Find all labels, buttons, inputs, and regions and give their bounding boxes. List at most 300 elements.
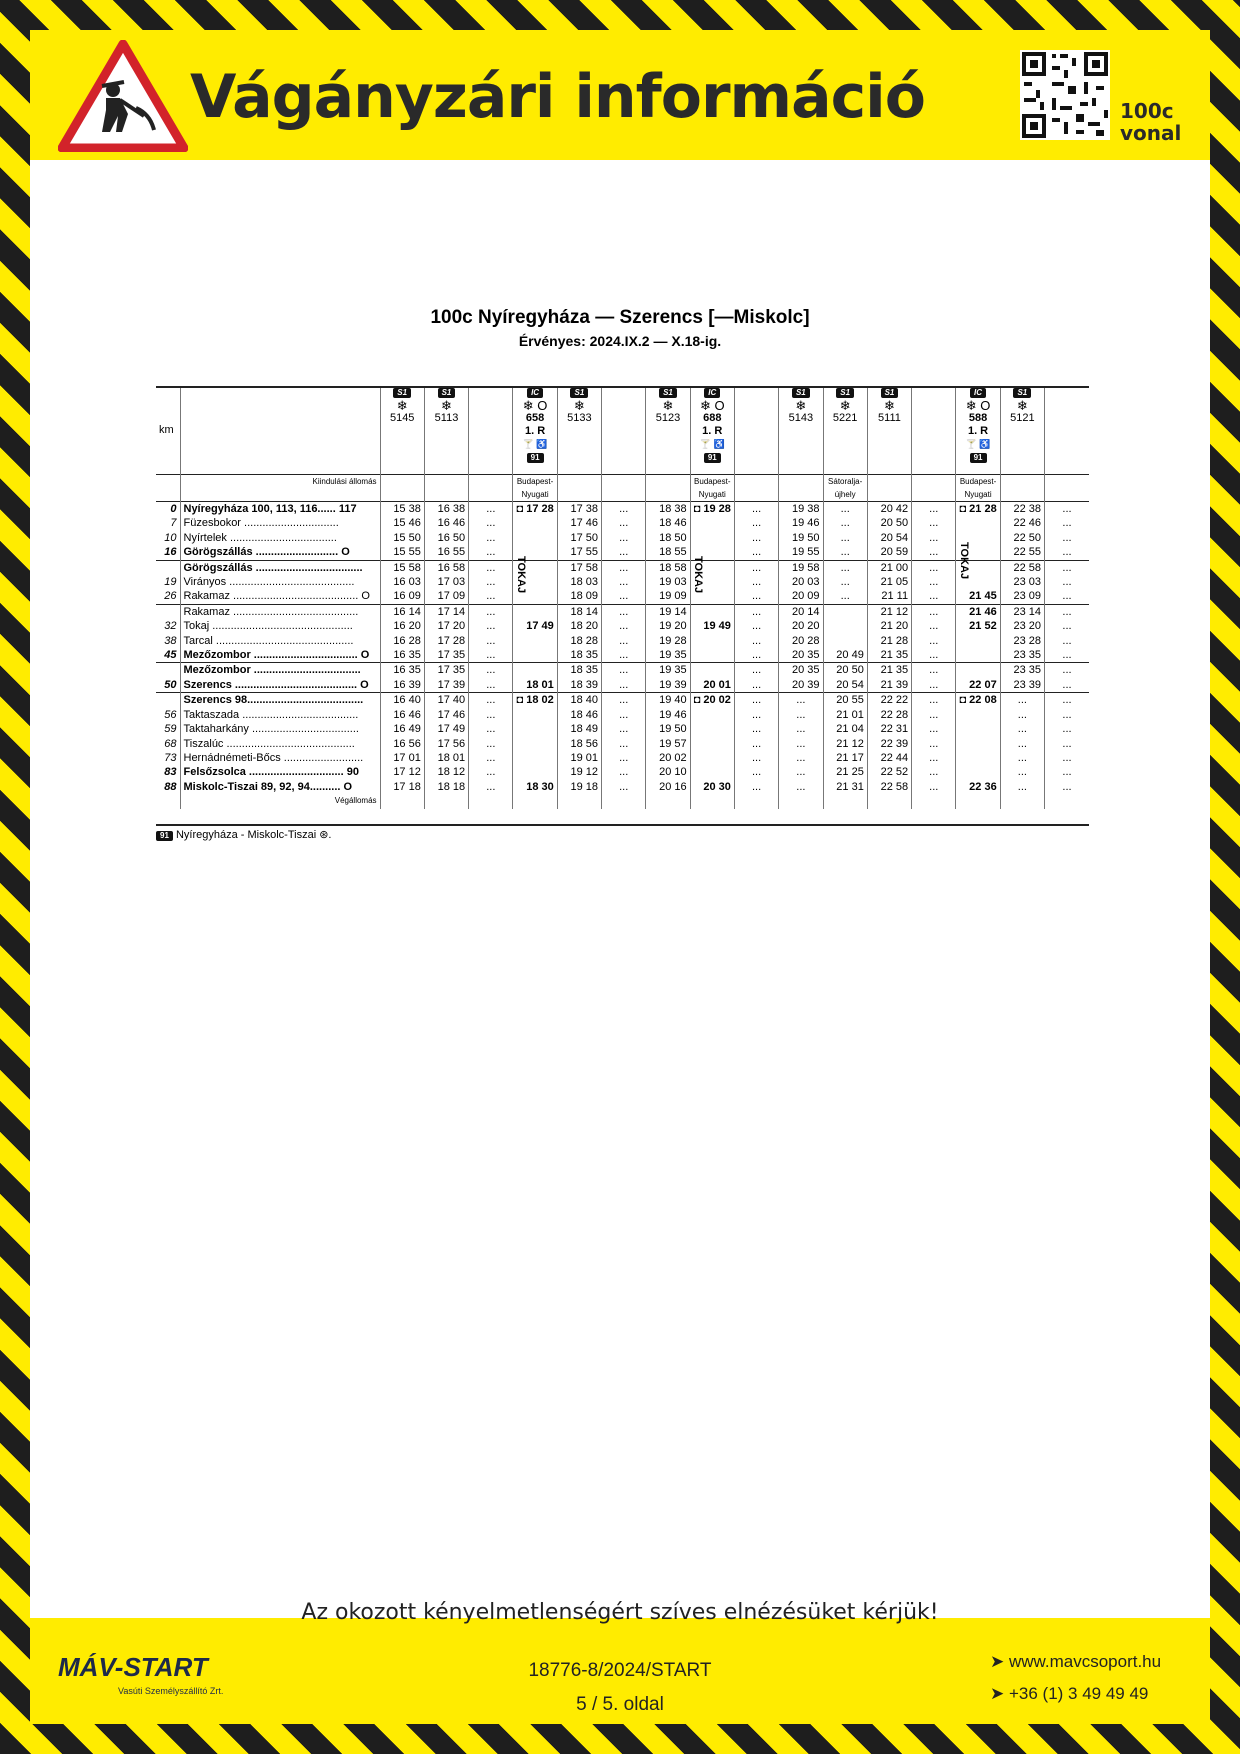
time-cell: 15 50: [380, 531, 424, 545]
time-cell: [513, 604, 557, 619]
time-cell: 18 09: [557, 589, 601, 604]
time-cell: 17 55: [557, 545, 601, 560]
time-cell: 20 30: [690, 780, 734, 794]
station-cell: Tiszalúc ..........................................: [180, 737, 380, 751]
time-cell: [690, 708, 734, 722]
time-cell: ...: [823, 516, 867, 530]
time-cell: ...: [823, 575, 867, 589]
time-cell: [690, 765, 734, 779]
train-header: [602, 386, 646, 475]
timetable: [156, 386, 1089, 809]
timetable-title: 100c Nyíregyháza — Szerencs [—Miskolc]: [430, 307, 810, 328]
time-cell: [956, 765, 1000, 779]
time-cell: 21 12: [867, 604, 911, 619]
time-cell: ...: [602, 648, 646, 663]
time-cell: 19 39: [646, 678, 690, 693]
time-cell: 18 18: [424, 780, 468, 794]
time-cell: 18 49: [557, 722, 601, 736]
km-cell: [156, 560, 180, 575]
time-cell: 21 05: [867, 575, 911, 589]
time-cell: 19 46: [779, 516, 823, 530]
time-cell: 20 14: [779, 604, 823, 619]
time-cell: ...: [469, 589, 513, 604]
time-cell: 21 04: [823, 722, 867, 736]
phone-text: +36 (1) 3 49 49 49: [1008, 1684, 1149, 1703]
arrow-icon: ➤: [990, 1652, 1009, 1671]
time-cell: ...: [469, 502, 513, 517]
time-cell: ...: [602, 560, 646, 575]
time-cell: 22 28: [867, 708, 911, 722]
time-cell: 16 20: [380, 619, 424, 633]
time-cell: ...: [1045, 531, 1090, 545]
time-cell: 19 03: [646, 575, 690, 589]
km-cell: 83: [164, 766, 177, 779]
time-cell: [690, 737, 734, 751]
time-cell: 18 12: [424, 765, 468, 779]
phone-contact[interactable]: [990, 1684, 1148, 1704]
logo-subtitle: Vasúti Személyszállító Zrt.: [118, 1686, 224, 1696]
time-cell: ...: [602, 663, 646, 678]
time-cell: 20 59: [867, 545, 911, 560]
time-cell: ...: [469, 663, 513, 678]
time-cell: 18 30: [513, 780, 557, 794]
time-cell: ...: [912, 502, 956, 517]
time-cell: ...: [469, 619, 513, 633]
time-cell: ...: [734, 751, 778, 765]
station-cell: Szerencs ........................................ O: [180, 678, 380, 693]
time-cell: 18 35: [557, 663, 601, 678]
table-row: [156, 589, 1089, 604]
train-header: S1 ❄ 5143: [779, 386, 823, 475]
train-header: [912, 386, 956, 475]
km-cell: 16: [164, 546, 177, 559]
table-row: [156, 693, 1089, 708]
time-cell: ...: [734, 545, 778, 560]
train-origin: [646, 475, 690, 502]
time-cell: 18 39: [557, 678, 601, 693]
station-cell: Mezőzombor ...................................: [180, 663, 380, 678]
time-cell: 17 46: [424, 708, 468, 722]
table-row: [156, 722, 1089, 736]
time-cell: 20 20: [779, 619, 823, 633]
km-cell: 50: [164, 678, 177, 691]
time-cell: 15 38: [380, 502, 424, 517]
time-cell: ...: [1045, 708, 1090, 722]
table-row: [156, 502, 1089, 517]
station-cell: Görögszállás ........................... O: [180, 545, 380, 560]
time-cell: 16 14: [380, 604, 424, 619]
time-cell: 16 09: [380, 589, 424, 604]
time-cell: 17 35: [424, 663, 468, 678]
km-cell: 73: [164, 751, 177, 764]
time-cell: 18 01: [424, 751, 468, 765]
km-cell: [156, 693, 180, 708]
origin-label: Kiindulási állomás: [180, 475, 380, 502]
time-cell: [513, 648, 557, 663]
time-cell: 19 14: [646, 604, 690, 619]
time-cell: [823, 634, 867, 648]
time-cell: ...: [912, 545, 956, 560]
train-header: [734, 386, 778, 475]
time-cell: 22 50: [1000, 531, 1044, 545]
website-text: www.mavcsoport.hu: [1008, 1652, 1162, 1671]
time-cell: 21 52: [956, 619, 1000, 633]
km-cell: 59: [164, 723, 177, 736]
time-cell: [823, 604, 867, 619]
train-header: S1 ❄ 5111: [867, 386, 911, 475]
time-cell: ...: [734, 560, 778, 575]
time-cell: ...: [469, 708, 513, 722]
time-cell: ...: [1000, 708, 1044, 722]
time-cell: 19 09: [646, 589, 690, 604]
train-header: S1 ❄ 5113: [424, 386, 468, 475]
time-cell: 19 35: [646, 663, 690, 678]
time-cell: ...: [912, 634, 956, 648]
time-cell: 19 28: [646, 634, 690, 648]
time-cell: ...: [734, 575, 778, 589]
km-cell: 26: [164, 590, 177, 603]
time-cell: 22 52: [867, 765, 911, 779]
time-cell: 20 50: [867, 516, 911, 530]
footnote-mark: 91: [156, 831, 173, 841]
time-cell: 19 46: [646, 708, 690, 722]
time-cell: ...: [602, 708, 646, 722]
station-cell: Taktaszada ......................................: [180, 708, 380, 722]
table-row: [156, 560, 1089, 575]
time-cell: 19 35: [646, 648, 690, 663]
time-cell: 21 25: [823, 765, 867, 779]
table-row: [156, 663, 1089, 678]
time-cell: 21 45: [956, 589, 1000, 604]
time-cell: ...: [734, 516, 778, 530]
table-row: [156, 634, 1089, 648]
time-cell: ...: [779, 722, 823, 736]
time-cell: 23 03: [1000, 575, 1044, 589]
train-origin: [734, 475, 778, 502]
station-cell: Tokaj ..............................................: [180, 619, 380, 633]
time-cell: ...: [734, 648, 778, 663]
km-cell: 56: [164, 708, 177, 721]
time-cell: 17 39: [424, 678, 468, 693]
time-cell: 16 58: [424, 560, 468, 575]
track-work-warning-icon: [58, 40, 188, 152]
time-cell: ◘ 19 28: [690, 502, 734, 517]
time-cell: ◘ 20 02: [690, 693, 734, 708]
time-cell: [690, 516, 734, 530]
time-cell: 22 46: [1000, 516, 1044, 530]
time-cell: 22 44: [867, 751, 911, 765]
time-cell: 20 42: [867, 502, 911, 517]
time-cell: ◘ 18 02: [513, 693, 557, 708]
time-cell: ...: [1045, 765, 1090, 779]
time-cell: ...: [602, 575, 646, 589]
time-cell: 21 35: [867, 648, 911, 663]
station-cell: Hernádnémeti-Bőcs ..........................: [180, 751, 380, 765]
line-label: [1120, 100, 1181, 144]
time-cell: 16 35: [380, 663, 424, 678]
table-row: [156, 678, 1089, 693]
time-cell: 23 14: [1000, 604, 1044, 619]
station-cell: Miskolc-Tiszai 89, 92, 94.......... O: [180, 780, 380, 794]
train-origin: [557, 475, 601, 502]
time-cell: ...: [602, 619, 646, 633]
time-cell: [823, 619, 867, 633]
time-cell: ...: [1045, 663, 1090, 678]
time-cell: [690, 722, 734, 736]
time-cell: ...: [469, 678, 513, 693]
time-cell: 22 38: [1000, 502, 1044, 517]
time-cell: ...: [823, 531, 867, 545]
time-cell: ...: [912, 708, 956, 722]
time-cell: 18 58: [646, 560, 690, 575]
time-cell: ...: [602, 589, 646, 604]
time-cell: ...: [734, 531, 778, 545]
time-cell: ...: [469, 751, 513, 765]
time-cell: 17 14: [424, 604, 468, 619]
time-cell: ...: [734, 765, 778, 779]
table-row: [156, 531, 1089, 545]
time-cell: ...: [1045, 678, 1090, 693]
time-cell: [513, 516, 557, 530]
page-title: Vágányzári információ: [190, 62, 925, 132]
time-cell: 18 03: [557, 575, 601, 589]
time-cell: 20 35: [779, 663, 823, 678]
time-cell: ...: [469, 545, 513, 560]
time-cell: 17 38: [557, 502, 601, 517]
time-cell: 20 54: [867, 531, 911, 545]
time-cell: ...: [602, 502, 646, 517]
document-number: 18776-8/2024/START: [528, 1660, 712, 1681]
time-cell: 21 28: [867, 634, 911, 648]
time-cell: ...: [912, 648, 956, 663]
time-cell: [513, 737, 557, 751]
tokaj-label: TOKAJ: [957, 542, 970, 580]
time-cell: ...: [469, 765, 513, 779]
time-cell: [956, 708, 1000, 722]
time-cell: [956, 751, 1000, 765]
time-cell: [513, 765, 557, 779]
time-cell: 20 39: [779, 678, 823, 693]
time-cell: ...: [1045, 516, 1090, 530]
time-cell: 23 20: [1000, 619, 1044, 633]
time-cell: ...: [912, 780, 956, 794]
time-cell: ...: [1045, 560, 1090, 575]
time-cell: 19 01: [557, 751, 601, 765]
time-cell: 21 01: [823, 708, 867, 722]
time-cell: [513, 722, 557, 736]
time-cell: ...: [734, 619, 778, 633]
station-cell: Szerencs 98......................................: [180, 693, 380, 708]
km-cell: [156, 663, 180, 678]
time-cell: ...: [602, 634, 646, 648]
table-row: [156, 516, 1089, 530]
time-cell: 19 40: [646, 693, 690, 708]
table-top-rule: [156, 386, 1089, 388]
apology-text: Az okozott kényelmetlenségért szíves elnézésüket kérjük!: [301, 1600, 939, 1625]
time-cell: ...: [734, 502, 778, 517]
train-origin: Budapest-Nyugati: [513, 475, 557, 502]
time-cell: 23 28: [1000, 634, 1044, 648]
time-cell: ...: [734, 780, 778, 794]
time-cell: ...: [1045, 502, 1090, 517]
time-cell: ...: [734, 722, 778, 736]
time-cell: ...: [734, 663, 778, 678]
km-cell: 19: [164, 576, 177, 589]
time-cell: ◘ 21 28: [956, 502, 1000, 517]
time-cell: 19 50: [646, 722, 690, 736]
time-cell: 19 12: [557, 765, 601, 779]
time-cell: 16 56: [380, 737, 424, 751]
time-cell: ...: [1000, 765, 1044, 779]
time-cell: ...: [912, 604, 956, 619]
time-cell: ...: [912, 663, 956, 678]
time-cell: [513, 708, 557, 722]
train-origin: [867, 475, 911, 502]
time-cell: 21 11: [867, 589, 911, 604]
time-cell: 16 50: [424, 531, 468, 545]
time-cell: ...: [1045, 722, 1090, 736]
time-cell: ...: [1000, 737, 1044, 751]
train-origin: [424, 475, 468, 502]
time-cell: ...: [1045, 545, 1090, 560]
time-cell: ...: [734, 589, 778, 604]
time-cell: ...: [779, 751, 823, 765]
time-cell: ...: [734, 693, 778, 708]
qr-code-icon: [1020, 50, 1110, 140]
km-cell: 32: [164, 620, 177, 633]
time-cell: 20 55: [823, 693, 867, 708]
time-cell: 16 35: [380, 648, 424, 663]
train-header: S1 ❄ 5133: [557, 386, 601, 475]
time-cell: 19 18: [557, 780, 601, 794]
time-cell: 21 00: [867, 560, 911, 575]
time-cell: 19 50: [779, 531, 823, 545]
time-cell: 22 58: [1000, 560, 1044, 575]
mav-start-logo: MÁV-START: [58, 1652, 208, 1682]
time-cell: 16 55: [424, 545, 468, 560]
time-cell: 20 28: [779, 634, 823, 648]
time-cell: ◘ 22 08: [956, 693, 1000, 708]
time-cell: ...: [1000, 780, 1044, 794]
time-cell: ...: [779, 708, 823, 722]
time-cell: 23 35: [1000, 648, 1044, 663]
station-cell: Füzesbokor ...............................: [180, 516, 380, 530]
time-cell: 21 46: [956, 604, 1000, 619]
station-cell: Tarcal .............................................: [180, 634, 380, 648]
time-cell: [956, 663, 1000, 678]
time-cell: 21 35: [867, 663, 911, 678]
time-cell: ...: [1045, 693, 1090, 708]
time-cell: [956, 648, 1000, 663]
time-cell: ...: [469, 560, 513, 575]
time-cell: 17 28: [424, 634, 468, 648]
timetable-validity: Érvényes: 2024.IX.2 — X.18-ig.: [518, 333, 722, 349]
train-origin: Sátoralja-újhely: [823, 475, 867, 502]
train-header: [1045, 386, 1090, 475]
time-cell: 17 09: [424, 589, 468, 604]
time-cell: [690, 531, 734, 545]
time-cell: 16 28: [380, 634, 424, 648]
time-cell: 17 35: [424, 648, 468, 663]
time-cell: 18 28: [557, 634, 601, 648]
station-cell: Görögszállás ...................................: [180, 560, 380, 575]
time-cell: ...: [469, 604, 513, 619]
time-cell: 19 57: [646, 737, 690, 751]
table-bottom-rule: [156, 824, 1089, 826]
time-cell: ...: [823, 560, 867, 575]
time-cell: ...: [602, 531, 646, 545]
time-cell: ...: [1045, 604, 1090, 619]
time-cell: 18 38: [646, 502, 690, 517]
time-cell: 17 18: [380, 780, 424, 794]
time-cell: 17 46: [557, 516, 601, 530]
time-cell: ...: [823, 589, 867, 604]
station-cell: Nyírtelek ...................................: [180, 531, 380, 545]
time-cell: ...: [912, 722, 956, 736]
time-cell: 19 38: [779, 502, 823, 517]
time-cell: [956, 722, 1000, 736]
train-header: IC ❄ O 588 1. R 🍸 ♿ 91: [956, 386, 1000, 475]
line-code: 100c: [1120, 99, 1174, 123]
time-cell: ...: [912, 619, 956, 633]
time-cell: ...: [912, 765, 956, 779]
time-cell: 15 46: [380, 516, 424, 530]
km-cell: [156, 604, 180, 619]
time-cell: ...: [602, 765, 646, 779]
time-cell: ...: [734, 678, 778, 693]
time-cell: 17 56: [424, 737, 468, 751]
time-cell: 18 56: [557, 737, 601, 751]
station-cell: Mezőzombor .................................. O: [180, 648, 380, 663]
time-cell: ...: [1045, 575, 1090, 589]
website-link[interactable]: [990, 1652, 1161, 1672]
time-cell: 20 10: [646, 765, 690, 779]
time-cell: ...: [469, 780, 513, 794]
km-header: km: [159, 423, 174, 436]
line-word: vonal: [1120, 121, 1182, 145]
time-cell: ...: [602, 516, 646, 530]
time-cell: ...: [734, 708, 778, 722]
time-cell: 18 01: [513, 678, 557, 693]
train-origin: [779, 475, 823, 502]
table-row: [156, 751, 1089, 765]
km-cell: 7: [170, 517, 177, 530]
table-row: [156, 708, 1089, 722]
time-cell: 23 39: [1000, 678, 1044, 693]
destination-label: Végállomás: [180, 794, 380, 808]
time-cell: 18 35: [557, 648, 601, 663]
time-cell: ...: [602, 751, 646, 765]
station-cell: Rakamaz ......................................... O: [180, 589, 380, 604]
time-cell: [513, 634, 557, 648]
table-row: [156, 575, 1089, 589]
time-cell: [956, 634, 1000, 648]
table-row: [156, 780, 1089, 794]
time-cell: ...: [469, 693, 513, 708]
time-cell: 16 40: [380, 693, 424, 708]
time-cell: 16 46: [380, 708, 424, 722]
time-cell: ...: [823, 502, 867, 517]
time-cell: 18 50: [646, 531, 690, 545]
time-cell: ...: [1045, 589, 1090, 604]
time-cell: 20 02: [646, 751, 690, 765]
time-cell: [690, 604, 734, 619]
time-cell: 16 03: [380, 575, 424, 589]
time-cell: 15 55: [380, 545, 424, 560]
time-cell: 22 55: [1000, 545, 1044, 560]
footnote: [156, 828, 331, 841]
time-cell: ...: [469, 722, 513, 736]
